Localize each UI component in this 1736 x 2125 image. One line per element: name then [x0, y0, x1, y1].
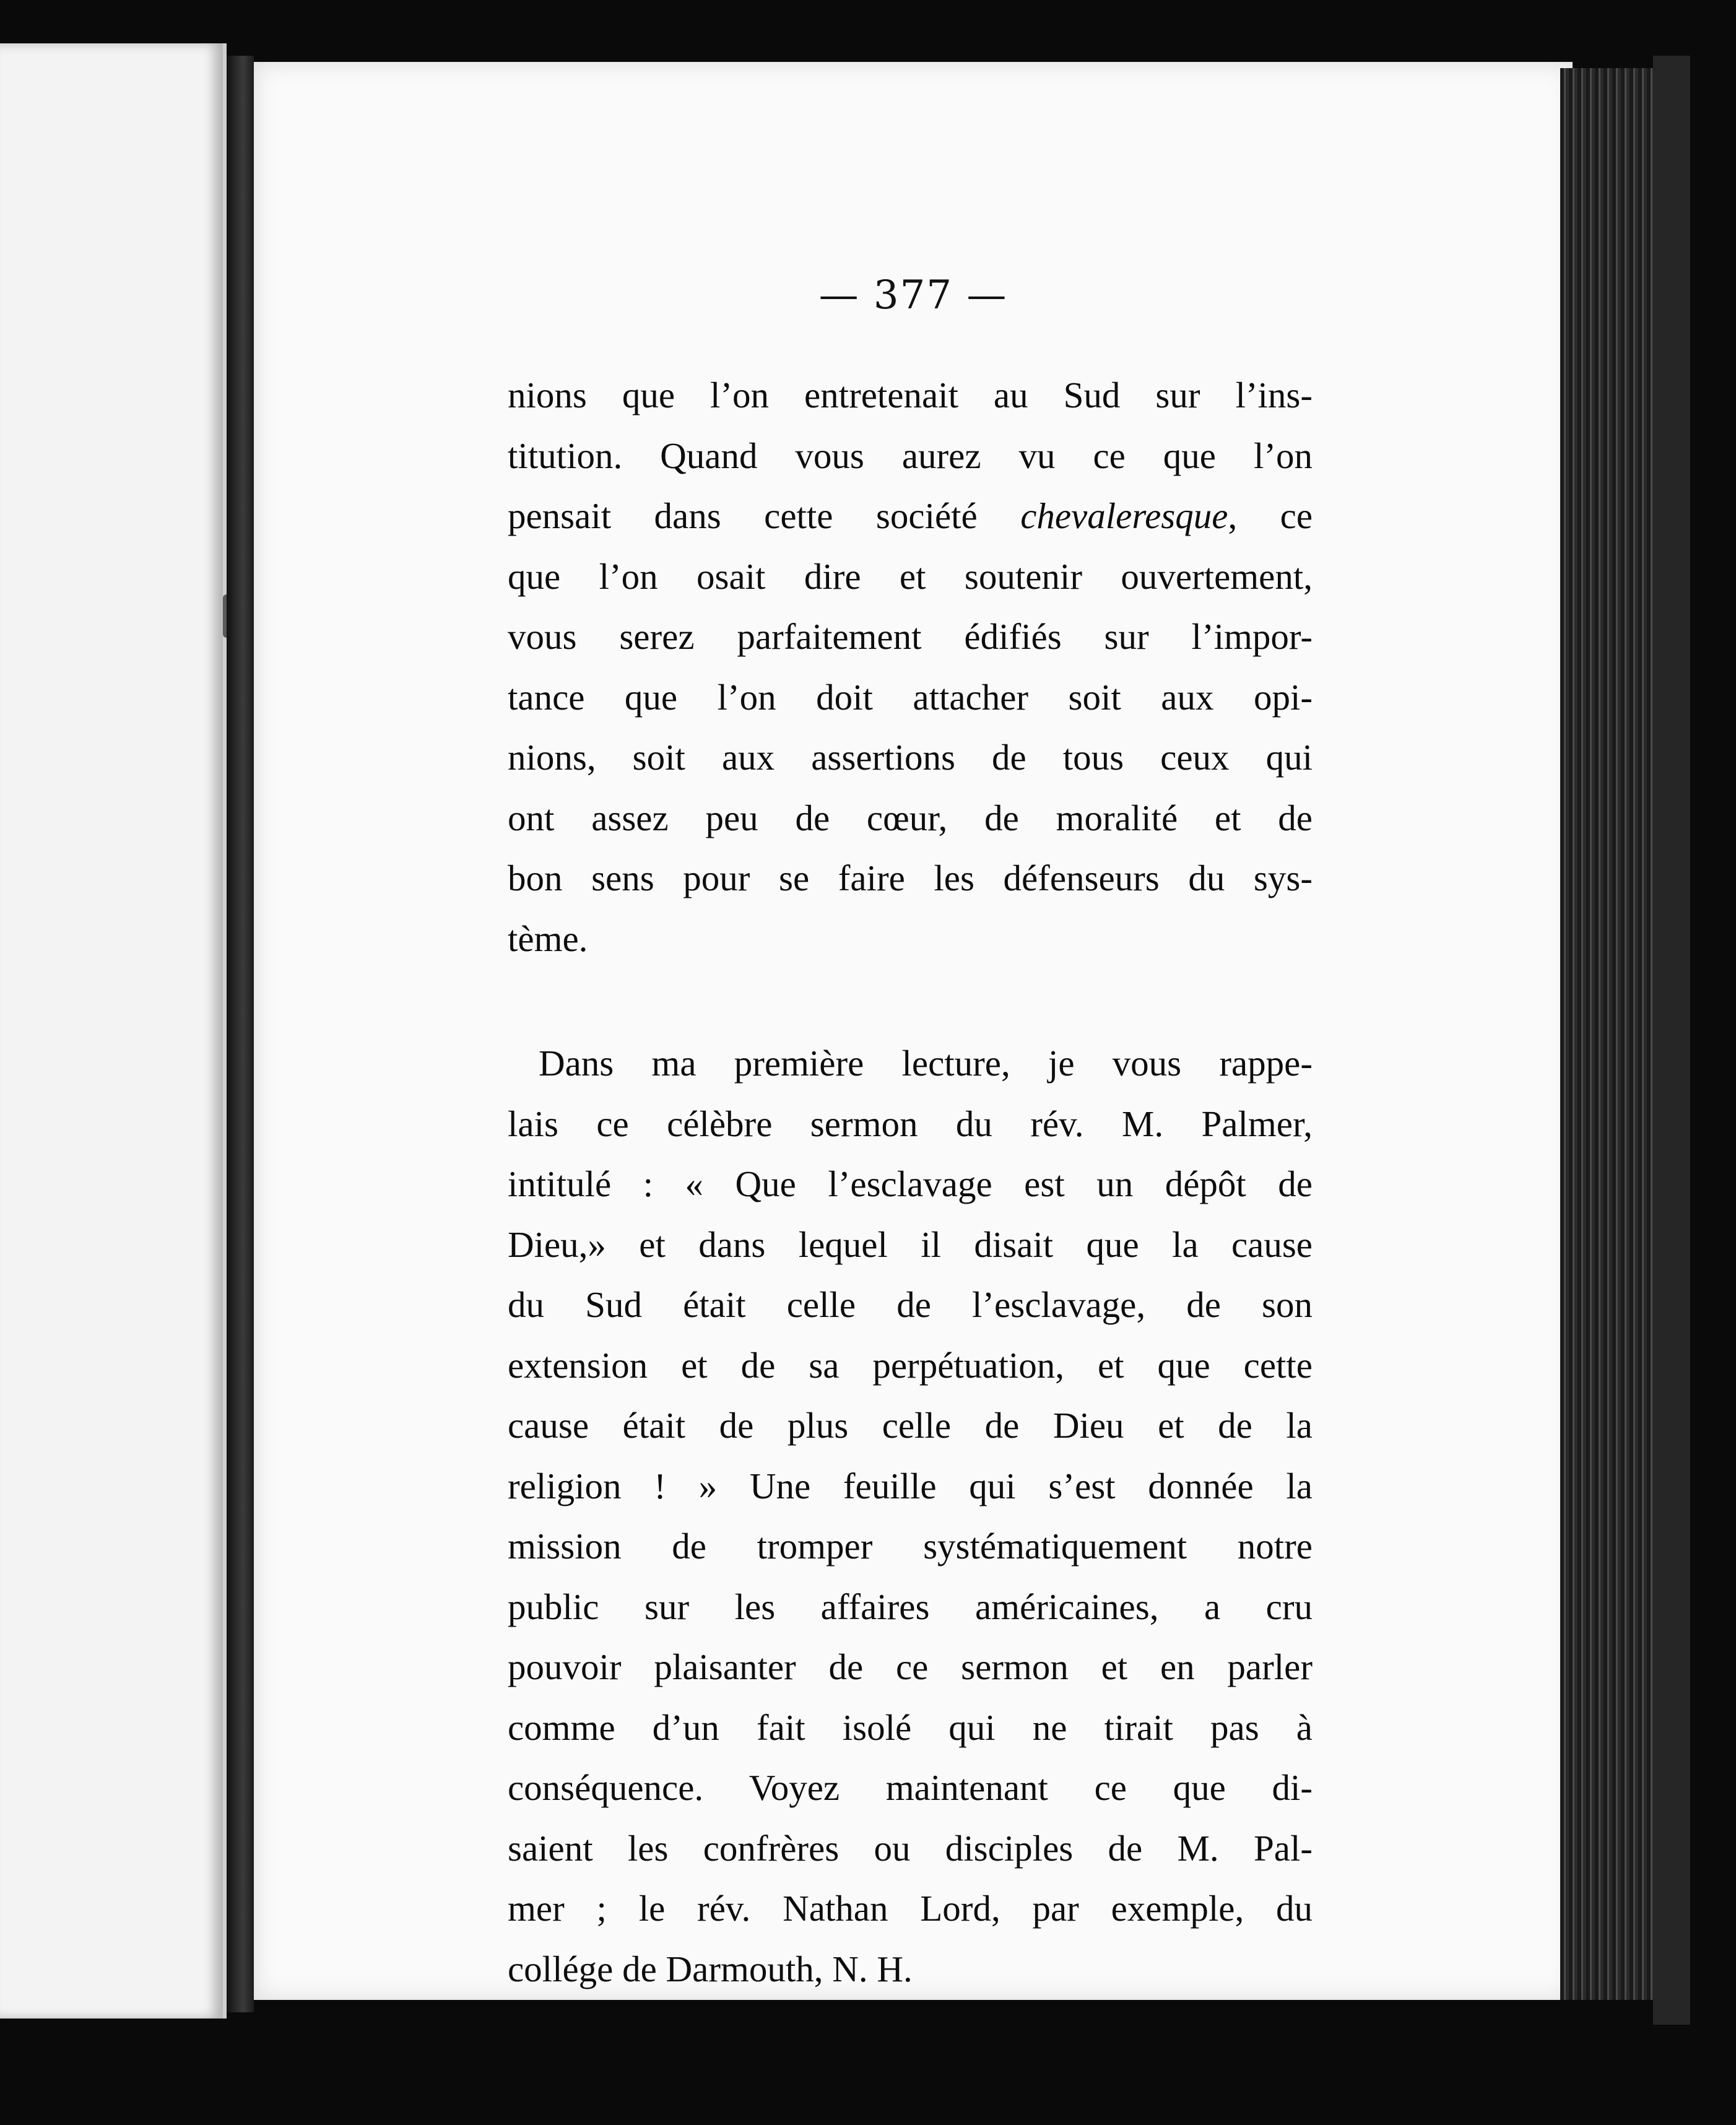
text-line: Dieu,» et dans lequel il disait que la cause [508, 1223, 1313, 1265]
book-cover-edge [1653, 56, 1690, 2025]
text-line: religion ! » Une feuille qui s’est donnée la [508, 1465, 1313, 1506]
text-line: conséquence. Voyez maintenant ce que di- [508, 1767, 1313, 1808]
text-line: vous serez parfaitement édifiés sur l’impor- [508, 616, 1313, 657]
text-line: nions que l’on entretenait au Sud sur l’ins- [508, 375, 1313, 415]
text-line: pensait dans cette société chevaleresque, ce [508, 495, 1313, 536]
text-line: intitulé : « Que l’esclavage est un dépôt de [508, 1163, 1313, 1204]
text-line: ont assez peu de cœur, de moralité et de [508, 797, 1313, 838]
text-line: tance que l’on doit attacher soit aux opi- [508, 676, 1313, 718]
paragraph-1 [508, 365, 1313, 969]
text-line: du Sud était celle de l’esclavage, de son [508, 1284, 1313, 1325]
text-line: que l’on osait dire et soutenir ouvertement, [508, 555, 1313, 597]
text-line: tème. [508, 918, 588, 959]
book-gutter [227, 56, 254, 2012]
body-text [508, 365, 1313, 1999]
text-line: bon sens pour se faire les défenseurs du sys- [508, 858, 1313, 898]
text-line: nions, soit aux assertions de tous ceux qui [508, 737, 1313, 778]
text-line: mer ; le rév. Nathan Lord, par exemple, du [508, 1888, 1313, 1929]
text-line: mission de tromper systématiquement notre [508, 1526, 1313, 1567]
text-line: Dans ma première lecture, je vous rappe- [539, 1043, 1313, 1084]
text-line: comme d’un fait isolé qui ne tirait pas à [508, 1706, 1313, 1748]
page-number: — 377 — [818, 272, 1008, 318]
paragraph-gap [508, 969, 1313, 1033]
text-line: public sur les affaires américaines, a cru [508, 1586, 1313, 1627]
italic-term: chevaleresque [1020, 495, 1228, 536]
left-facing-page [0, 43, 227, 2019]
text-line: collége de Darmouth, N. H. [508, 1948, 913, 1989]
text-line: saient les confrères ou disciples de M. Pal- [508, 1827, 1313, 1869]
text-line: lais ce célèbre sermon du rév. M. Palmer, [508, 1103, 1313, 1144]
paragraph-2 [508, 1033, 1313, 1999]
text-line: titution. Quand vous aurez vu ce que l’on [508, 435, 1313, 476]
text-line: cause était de plus celle de Dieu et de la [508, 1405, 1313, 1446]
text-line: pouvoir plaisanter de ce sermon et en parler [508, 1646, 1313, 1687]
text-line: extension et de sa perpétuation, et que cette [508, 1344, 1313, 1386]
page-edges [1560, 68, 1653, 2000]
